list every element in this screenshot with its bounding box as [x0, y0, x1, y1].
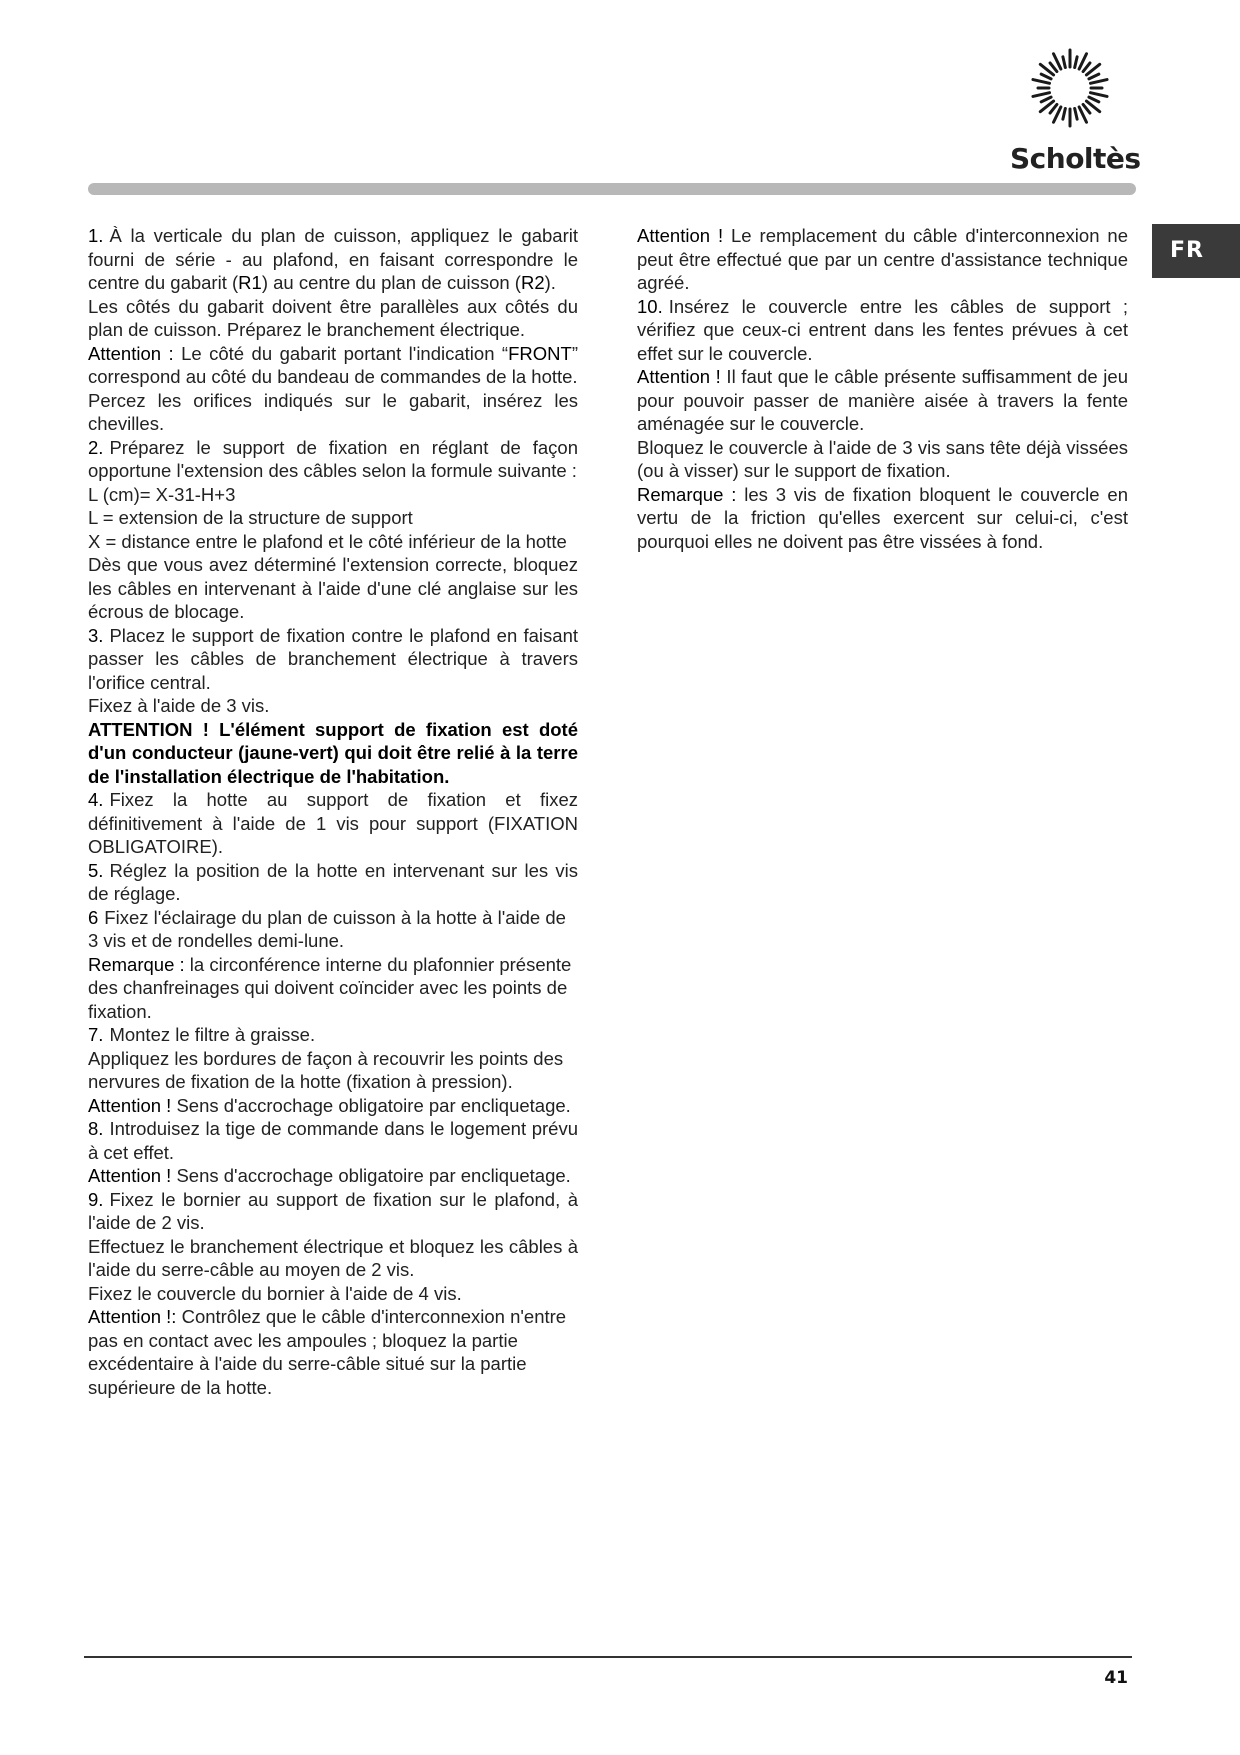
sunburst-ray [1089, 74, 1099, 79]
paragraph: Bloquez le couvercle à l'aide de 3 vis sans tête déjà vissées (ou à visser) sur le support de fixation. [637, 436, 1128, 481]
header-divider [88, 183, 1136, 195]
right-column [637, 224, 1128, 553]
language-tab: FR [1152, 224, 1240, 278]
step-3: 3. Placez le support de fixation contre le plafond en faisant passer les câbles de branchement électrique à travers l'orifice central. [88, 624, 578, 693]
warning-earth: ATTENTION ! L'élément support de fixation est doté d'un conducteur (jaune-vert) qui doit être relié à la terre de l'installation électrique de l'habitation. [88, 718, 578, 787]
step-10: 10. Insérez le couvercle entre les câbles de support ; vérifiez que ceux-ci entrent dans les fentes prévues à cet effet sur le couvercle. [637, 295, 1128, 364]
step-7: 7. Montez le filtre à graisse. [88, 1024, 316, 1045]
remark-note: Remarque : la circonférence interne du plafonnier présente des chanfreinages qui doivent coïncider avec les points de fixation. [88, 953, 572, 1022]
paragraph: Appliquez les bordures de façon à recouvrir les points des nervures de fixation de la hotte (fixation à pression). [88, 1047, 564, 1092]
formula-legend-l: L = extension de la structure de support [88, 507, 413, 528]
paragraph: Dès que vous avez déterminé l'extension correcte, bloquez les câbles en intervenant à l'aide d'une clé anglaise sur les écrous de blocage. [88, 554, 578, 622]
attention-note: Attention ! Sens d'accrochage obligatoire par encliquetage. [88, 1165, 571, 1186]
paragraph: Percez les orifices indiqués sur le gabarit, insérez les chevilles. [88, 389, 578, 434]
sunburst-ray [1090, 80, 1107, 84]
sunburst-ray [1041, 97, 1051, 102]
brand-name: Scholtès [1010, 142, 1141, 175]
page-number: 41 [1104, 1668, 1128, 1688]
paragraph: Fixez à l'aide de 3 vis. [88, 695, 270, 716]
sunburst-ray [1050, 104, 1057, 113]
sunburst-ray [1041, 74, 1051, 79]
step-5: 5. Réglez la position de la hotte en intervenant sur les vis de réglage. [88, 859, 578, 904]
sunburst-ray [1063, 108, 1065, 119]
step-4: 4. Fixez la hotte au support de fixation et fixez définitivement à l'aide de 1 vis pour support (FIXATION OBLIGATOIRE). [88, 789, 578, 857]
paragraph: Les côtés du gabarit doivent être parallèles aux côtés du plan de cuisson. Préparez le branchement électrique. [88, 295, 578, 340]
sunburst-ray [1075, 108, 1077, 119]
step-2: 2. Préparez le support de fixation en réglant de façon opportune l'extension des câbles selon la formule suivante : [88, 436, 578, 481]
sunburst-ray [1089, 97, 1099, 102]
attention-note: Attention : Le côté du gabarit portant l'indication “FRONT” correspond au côté du bandeau de commandes de la hotte. [88, 342, 578, 387]
brand-logo [1010, 46, 1141, 175]
step-1: 1. À la verticale du plan de cuisson, appliquez le gabarit fourni de série - au plafond, en faisant correspondre le centre du gabarit (R1) au centre du plan de cuisson (R2). [88, 225, 578, 293]
sunburst-ray [1033, 80, 1050, 84]
paragraph: Effectuez le branchement électrique et bloquez les câbles à l'aide du serre-câble au moyen de 2 vis. [88, 1235, 578, 1280]
attention-note: Attention ! Le remplacement du câble d'interconnexion ne peut être effectué que par un centre d'assistance technique agréé. [637, 225, 1128, 293]
sunburst-ray [1050, 63, 1057, 72]
footer-divider [84, 1656, 1132, 1658]
remark-note: Remarque : les 3 vis de fixation bloquent le couvercle en vertu de la friction qu'elles exercent sur celui-ci, c'est pourquoi elles ne doivent pas être vissées à fond. [637, 483, 1129, 552]
formula-legend-x: X = distance entre le plafond et le côté inférieur de la hotte [88, 530, 567, 552]
step-8: 8. Introduisez la tige de commande dans le logement prévu à cet effet. [88, 1118, 578, 1163]
step-6: 6 Fixez l'éclairage du plan de cuisson à la hotte à l'aide de 3 vis et de rondelles demi-lune. [88, 906, 566, 951]
attention-note: Attention !: Contrôlez que le câble d'interconnexion n'entre pas en contact avec les ampoules ; bloquez la partie excédentaire à l'aide du serre-câble situé sur la partie supérieure de la hotte. [88, 1306, 567, 1398]
sunburst-ray [1083, 104, 1090, 113]
paragraph: Fixez le couvercle du bornier à l'aide de 4 vis. [88, 1282, 462, 1304]
left-column [88, 224, 578, 1399]
attention-note: Attention ! Sens d'accrochage obligatoire par encliquetage. [88, 1094, 571, 1116]
sunburst-ray [1075, 57, 1077, 68]
step-9: 9. Fixez le bornier au support de fixation sur le plafond, à l'aide de 2 vis. [88, 1188, 578, 1233]
sunburst-ray [1090, 93, 1107, 97]
sunburst-ray [1083, 63, 1090, 72]
sunburst-icon [1028, 46, 1112, 130]
attention-note: Attention ! Il faut que le câble présente suffisamment de jeu pour pouvoir passer de manière aisée à travers la fente aménagée sur le couvercle. [637, 366, 1128, 434]
sunburst-ray [1063, 57, 1065, 68]
sunburst-ray [1033, 93, 1050, 97]
formula: L (cm)= X-31-H+3 [88, 483, 236, 505]
